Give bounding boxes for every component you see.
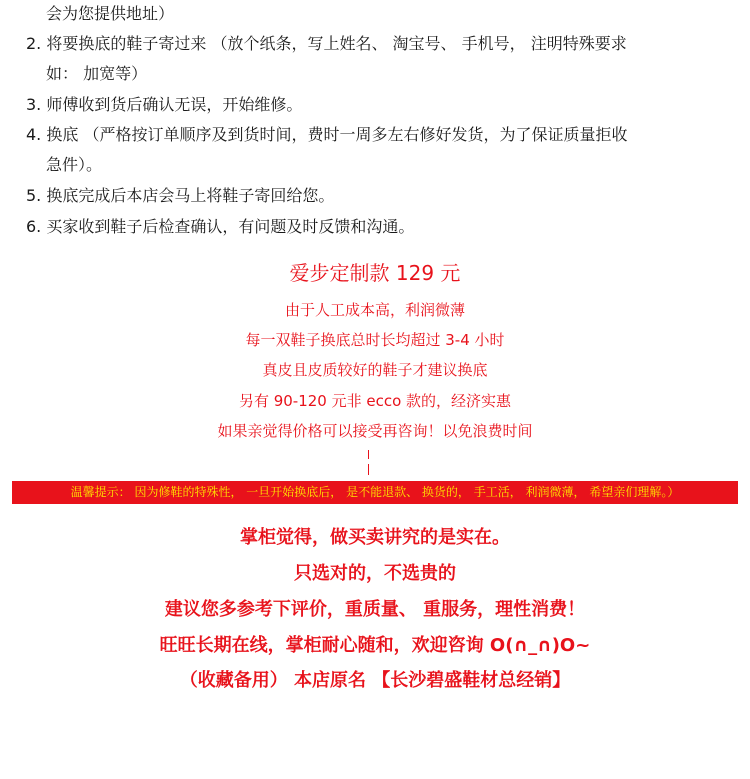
promo-line: 每一双鞋子换底总时长均超过 3-4 小时 [245, 331, 505, 349]
closing-line: 建议您多参考下评价，重质量、 重服务，理性消费！ [164, 599, 586, 620]
promo-line: 如果亲觉得价格可以接受再咨询！以免浪费时间 [217, 422, 533, 440]
warm-tip-banner: 温馨提示： 因为修鞋的特殊性， 一旦开始换底后， 是不能退款、 换货的， 手工活， 利润微薄， 希望亲们理解。） [12, 481, 738, 504]
promo-line: 由于人工成本高，利润微薄 [284, 301, 465, 319]
promo-line: 真皮且皮质较好的鞋子才建议换底 [262, 361, 488, 379]
closing-line: 掌柜觉得，做买卖讲究的是实在。 [240, 527, 510, 548]
divider-line [368, 464, 369, 475]
promo-line: 另有 90-120 元非 ecco 款的，经济实惠 [238, 392, 512, 410]
promo-title: 爱步定制款 129 元 [289, 261, 461, 285]
step-line: 2. 将要换底的鞋子寄过来 （放个纸条，写上姓名、 淘宝号、 手机号， 注明特殊要求 [26, 34, 627, 53]
step-line: 6. 买家收到鞋子后检查确认，有问题及时反馈和沟通。 [26, 217, 415, 236]
step-line: 5. 换底完成后本店会马上将鞋子寄回给您。 [26, 186, 335, 205]
step-line: 4. 换底 （严格按订单顺序及到货时间，费时一周多左右修好发货，为了保证质量拒收 [26, 125, 628, 144]
step-line: 急件）。 [46, 155, 103, 174]
closing-line: 只选对的，不选贵的 [294, 563, 456, 584]
closing-line: （收藏备用） 本店原名 【长沙碧盛鞋材总经销】 [179, 670, 571, 691]
closing-line: 旺旺长期在线，掌柜耐心随和，欢迎咨询 O(∩_∩)O~ [159, 635, 591, 656]
step-line: 会为您提供地址） [46, 4, 175, 23]
divider-line [368, 450, 369, 459]
step-line: 如： 加宽等） [46, 64, 148, 83]
step-line: 3. 师傅收到货后确认无误，开始维修。 [26, 95, 303, 114]
